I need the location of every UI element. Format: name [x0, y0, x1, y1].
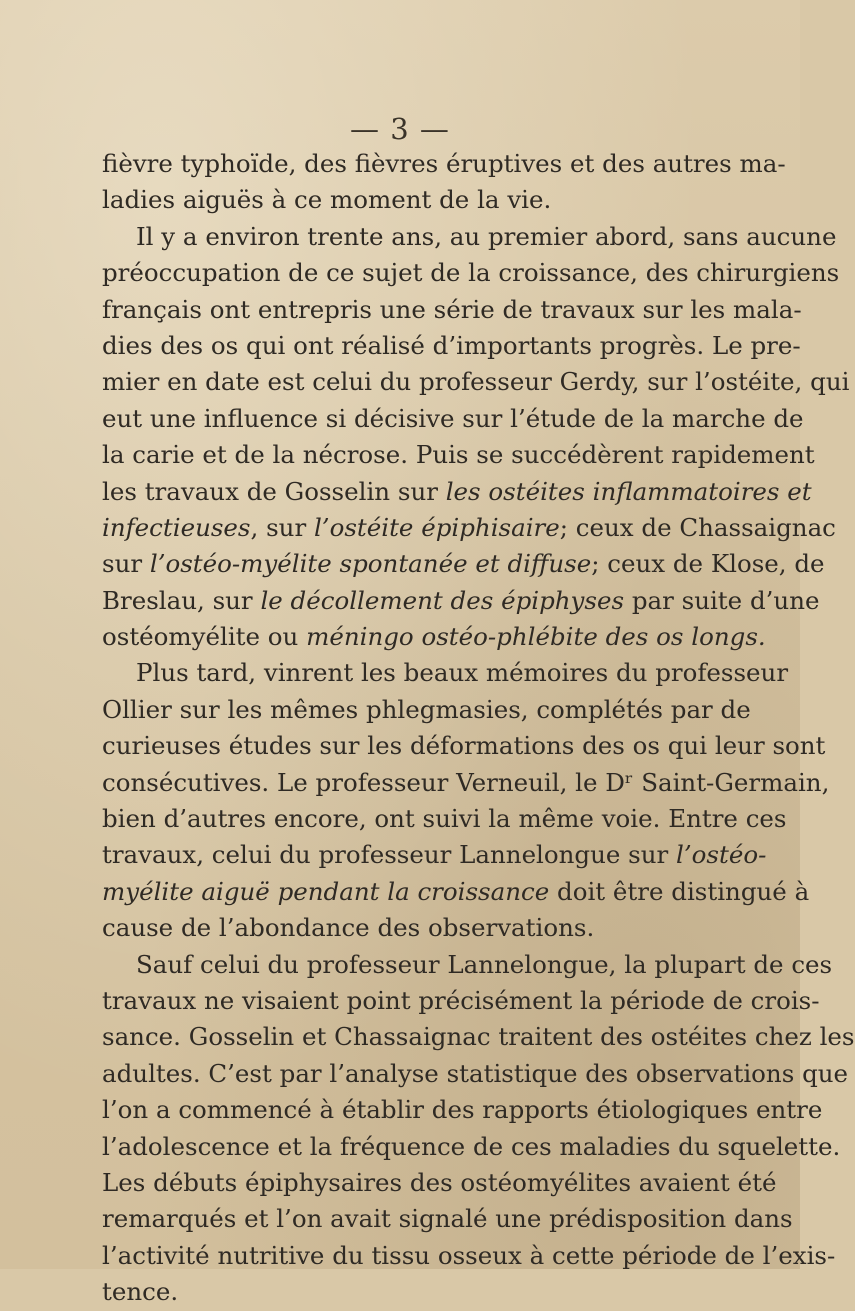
text-segment: la carie et de la nécrose. Puis se succédèrent rapidement — [102, 440, 815, 470]
text-line — [102, 1274, 680, 1310]
text-segment: consécutives. Le professeur Verneuil, le Dʳ Saint-Germain, — [102, 767, 830, 797]
text-line — [102, 437, 815, 473]
text-segment: ostéomyélite ou — [102, 622, 307, 652]
text-line — [102, 401, 804, 437]
text-line — [102, 219, 837, 255]
text-line — [102, 1092, 823, 1128]
text-segment: sance. Gosselin et Chassaignac traitent des ostéites chez les — [102, 1022, 855, 1052]
text-line — [102, 1019, 855, 1055]
text-line — [102, 728, 826, 764]
text-segment: travaux ne visaient point précisément la période de crois- — [102, 985, 820, 1015]
text-segment: , sur — [250, 512, 314, 542]
text-segment: remarqués et l’on avait signalé une prédisposition dans — [102, 1204, 793, 1234]
text-line — [102, 1129, 841, 1165]
text-line — [102, 583, 820, 619]
text-segment: Ollier sur les mêmes phlegmasies, complétés par de — [102, 694, 751, 724]
text-segment: mier en date est celui du professeur Gerdy, sur l’ostéite, qui — [102, 367, 850, 397]
text-line — [102, 983, 820, 1019]
text-line — [102, 1056, 849, 1092]
page-text — [102, 146, 855, 1311]
text-line — [102, 255, 840, 291]
text-segment: cause de l’abondance des observations. — [102, 913, 595, 943]
page-number: — 3 — — [350, 112, 450, 146]
text-segment: sur — [102, 549, 150, 579]
text-segment: Plus tard, vinrent les beaux mémoires du professeur — [136, 658, 789, 688]
italic-text: l’ostéite épiphisaire — [313, 512, 560, 542]
text-segment: ; ceux de Klose, de — [591, 549, 825, 579]
italic-text: l’ostéo- — [676, 840, 767, 870]
text-line — [102, 874, 810, 910]
text-line — [102, 765, 830, 801]
text-segment: l’adolescence et la fréquence de ces maladies du squelette. — [102, 1131, 841, 1161]
text-line — [102, 146, 786, 182]
text-segment: Sauf celui du professeur Lannelongue, la plupart de ces — [136, 949, 833, 979]
text-segment: ; ceux de Chassaignac — [559, 512, 836, 542]
text-line — [102, 328, 801, 364]
text-line — [102, 474, 812, 510]
italic-text: myélite aiguë pendant la croissance — [102, 876, 550, 906]
italic-text: méningo ostéo-phlébite des os longs. — [306, 622, 766, 652]
text-segment: travaux, celui du professeur Lannelongue sur — [102, 840, 677, 870]
italic-text: l’ostéo-myélite spontanée et diffuse — [149, 549, 592, 579]
text-line — [102, 619, 766, 655]
text-segment: ladies aiguës à ce moment de la vie. — [102, 185, 552, 215]
italic-text: infectieuses — [102, 512, 251, 542]
text-segment: adultes. C’est par l’analyse statistique des observations que — [102, 1058, 849, 1088]
text-line — [102, 546, 825, 582]
text-segment: tence. — [102, 1277, 179, 1307]
text-segment: Breslau, sur — [102, 585, 261, 615]
text-segment: Il y a environ trente ans, au premier abord, sans aucune — [136, 221, 837, 251]
text-segment: les travaux de Gosselin sur — [102, 476, 446, 506]
text-segment: Les débuts épiphysaires des ostéomyélites avaient été — [102, 1167, 777, 1197]
text-segment: curieuses études sur les déformations des os qui leur sont — [102, 731, 826, 761]
text-line — [102, 692, 751, 728]
text-line — [102, 510, 836, 546]
text-segment: dies des os qui ont réalisé d’importants progrès. Le pre- — [102, 330, 801, 360]
text-line — [102, 1238, 836, 1274]
text-line — [102, 837, 767, 873]
text-segment: par suite d’une — [624, 585, 820, 615]
text-segment: l’activité nutritive du tissu osseux à cette période de l’exis- — [102, 1240, 836, 1270]
text-segment: préoccupation de ce sujet de la croissance, des chirurgiens — [102, 258, 840, 288]
text-line — [102, 182, 680, 218]
italic-text: le décollement des épiphyses — [260, 585, 625, 615]
text-segment: français ont entrepris une série de travaux sur les mala- — [102, 294, 802, 324]
text-line — [102, 655, 789, 691]
text-segment: eut une influence si décisive sur l’étude de la marche de — [102, 403, 804, 433]
text-line — [102, 801, 787, 837]
text-segment: l’on a commencé à établir des rapports étiologiques entre — [102, 1095, 823, 1125]
italic-text: les ostéites inflammatoires et — [445, 476, 812, 506]
text-line — [102, 1201, 793, 1237]
text-line — [102, 292, 802, 328]
text-segment: bien d’autres encore, ont suivi la même voie. Entre ces — [102, 804, 787, 834]
text-line — [102, 1165, 777, 1201]
text-segment: fièvre typhoïde, des fièvres éruptives et des autres ma- — [102, 149, 786, 178]
text-segment: doit être distingué à — [549, 876, 810, 906]
text-line — [102, 947, 833, 983]
text-line — [102, 364, 850, 400]
text-line — [102, 910, 680, 946]
